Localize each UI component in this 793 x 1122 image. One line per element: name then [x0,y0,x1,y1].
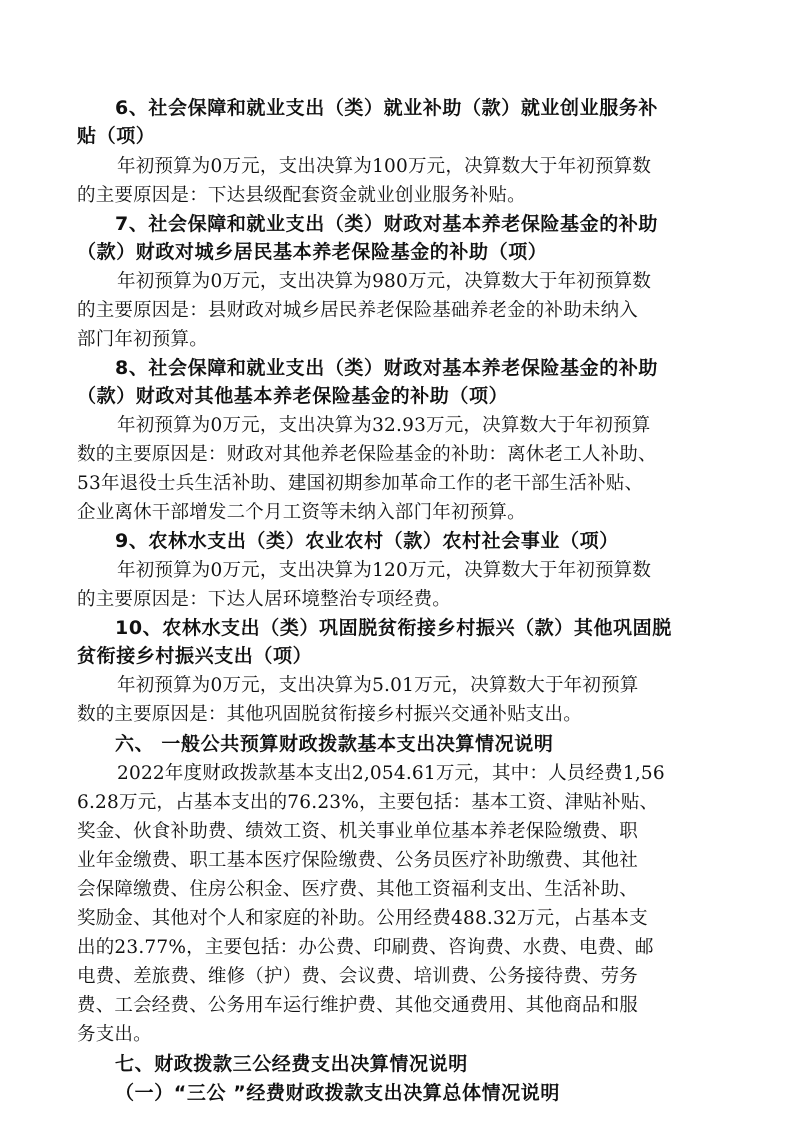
paragraph-line: 的主要原因是：下达人居环境整治专项经费。 [77,589,452,610]
section-heading-10-cont: 贫衔接乡村振兴支出（项） [77,645,313,667]
paragraph-line: 数的主要原因是：财政对其他养老保险基金的补助：离休老工人补助、 [77,444,657,465]
paragraph-line: 53年退役士兵生活补助、建国初期参加革命工作的老干部生活补贴、 [77,473,644,494]
chapter-heading-6: 六、 一般公共预算财政拨款基本支出决算情况说明 [115,733,554,755]
section-heading-7-cont: （款）财政对城乡居民基本养老保险基金的补助（项） [77,241,548,263]
paragraph-line: 年初预算为0万元，支出决算为100万元，决算数大于年初预算数 [117,156,652,177]
paragraph-line: 奖金、伙食补助费、绩效工资、机关事业单位基本养老保险缴费、职 [77,821,639,842]
subsection-heading-1: （一）“三公 ”经费财政拨款支出决算总体情况说明 [115,1082,560,1104]
paragraph-line: 部门年初预算。 [77,329,208,350]
paragraph-line: 奖励金、其他对个人和家庭的补助。公用经费488.32万元，占基本支 [77,908,648,929]
paragraph-line: 的主要原因是：下达县级配套资金就业创业服务补贴。 [77,185,526,206]
paragraph-line: 出的23.77%，主要包括：办公费、印刷费、咨询费、水费、电费、邮 [77,937,654,958]
paragraph-line: 年初预算为0万元，支出决算为120万元，决算数大于年初预算数 [117,560,652,581]
section-heading-6: 6、社会保障和就业支出（类）就业补助（款）就业创业服务补 [115,97,659,119]
paragraph-line: 年初预算为0万元，支出决算为5.01万元，决算数大于年初预算 [117,675,639,696]
paragraph-line: 年初预算为0万元，支出决算为32.93万元，决算数大于年初预算 [117,415,651,436]
paragraph-line: 企业离休干部增发二个月工资等未纳入部门年初预算。 [77,502,526,523]
section-heading-7: 7、社会保障和就业支出（类）财政对基本养老保险基金的补助 [115,213,659,235]
section-heading-6-cont: 贴（项） [77,125,156,147]
paragraph-line: 费、工会经费、公务用车运行维护费、其他交通费用、其他商品和服 [77,995,639,1016]
chapter-heading-7: 七、财政拨款三公经费支出决算情况说明 [115,1053,468,1075]
section-heading-8: 8、社会保障和就业支出（类）财政对基本养老保险基金的补助 [115,357,659,379]
section-heading-10: 10、农林水支出（类）巩固脱贫衔接乡村振兴（款）其他巩固脱 [115,617,672,639]
paragraph-line: 业年金缴费、职工基本医疗保险缴费、公务员医疗补助缴费、其他社 [77,850,639,871]
paragraph-line: 的主要原因是：县财政对城乡居民养老保险基础养老金的补助未纳入 [77,300,639,321]
section-heading-9: 9、农林水支出（类）农业农村（款）农村社会事业（项） [115,530,619,552]
paragraph-line: 电费、差旅费、维修（护）费、会议费、培训费、公务接待费、劳务 [77,966,639,987]
paragraph-line: 6.28万元，占基本支出的76.23%，主要包括：基本工资、津贴补贴、 [77,792,659,813]
paragraph-line: 会保障缴费、住房公积金、医疗费、其他工资福利支出、生活补助、 [77,879,639,900]
paragraph-line: 数的主要原因是：其他巩固脱贫衔接乡村振兴交通补贴支出。 [77,704,582,725]
section-heading-8-cont: （款）财政对其他基本养老保险基金的补助（项） [77,385,509,407]
paragraph-line: 务支出。 [77,1024,152,1045]
paragraph-line: 年初预算为0万元，支出决算为980万元，决算数大于年初预算数 [117,271,652,292]
paragraph-line: 2022年度财政拨款基本支出2,054.61万元，其中：人员经费1,56 [117,763,665,784]
